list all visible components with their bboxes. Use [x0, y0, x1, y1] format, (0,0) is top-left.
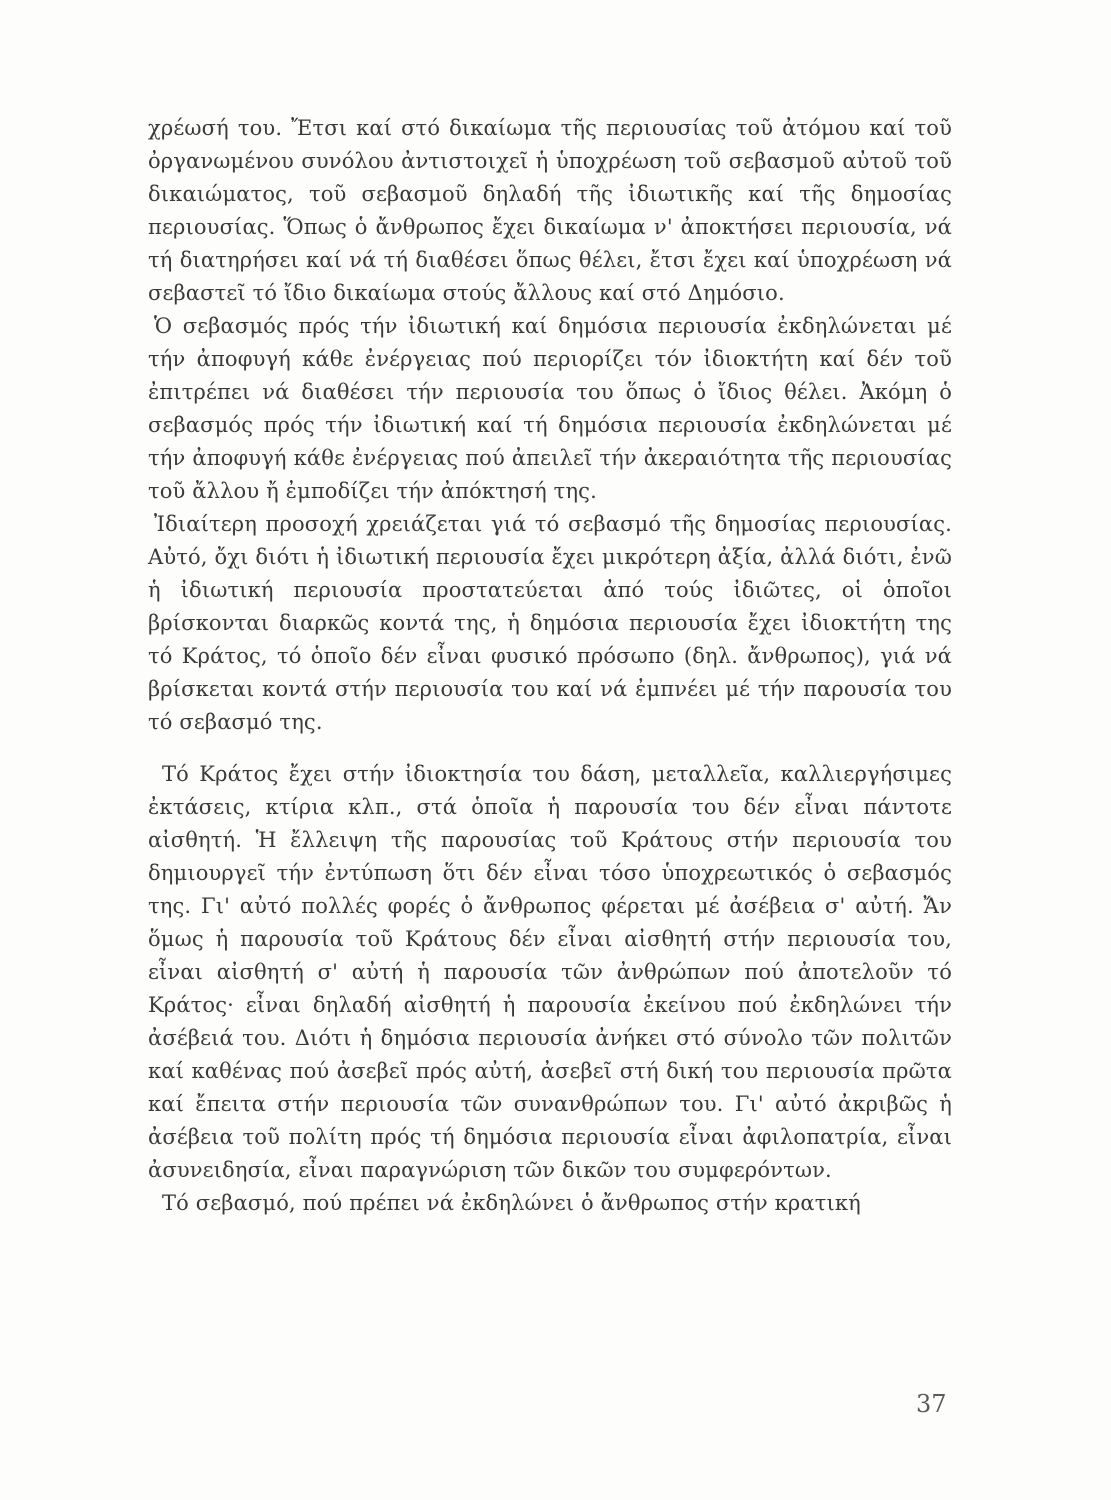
paragraph-1: χρέωσή του. Ἔτσι καί στό δικαίωμα τῆς περιουσίας τοῦ ἀτόμου καί τοῦ ὀργανωμένου συνόλου ἀντιστοιχεῖ ἡ ὑποχρέωση τοῦ σεβασμοῦ αὐτοῦ τοῦ δικαιώματος, τοῦ σεβασμοῦ δηλαδή τῆς ἰδιωτικῆς καί τῆς δημοσίας περιουσίας. Ὅπως ὁ ἄνθρωπος ἔχει δικαίωμα ν' ἀποκτήσει περιουσία, νά τή διατηρήσει καί νά τή διαθέσει ὅπως θέλει, ἔτσι ἔχει καί ὑποχρέωση νά σεβαστεῖ τό ἴδιο δικαίωμα στούς ἄλλους καί στό Δημόσιο. [148, 116, 952, 305]
paragraph-5: Τό σεβασμό, πού πρέπει νά ἐκδηλώνει ὁ ἄνθρωπος στήν κρατική [162, 1191, 861, 1215]
paragraph-2: Ὁ σεβασμός πρός τήν ἰδιωτική καί δημόσια περιουσία ἐκδηλώνεται μέ τήν ἀποφυγή κάθε ἐνέργειας πού περιορίζει τόν ἰδιοκτήτη καί δέν τοῦ ἐπιτρέπει νά διαθέσει τήν περιουσία του ὅπως ὁ ἴδιος θέλει. Ἀκόμη ὁ σεβασμός πρός τήν ἰδιωτική καί τή δημόσια περιουσία ἐκδηλώνεται μέ τήν ἀποφυγή κάθε ἐνέργειας πού ἀπειλεῖ τήν ἀκεραιότητα τῆς περιουσίας τοῦ ἄλλου ἤ ἐμποδίζει τήν ἀπόκτησή της. [148, 314, 952, 503]
page-number: 37 [916, 1390, 947, 1418]
paragraph-3: Ἰδιαίτερη προσοχή χρειάζεται γιά τό σεβασμό τῆς δημοσίας περιουσίας. Αὐτό, ὄχι διότι ἡ ἰδιωτική περιουσία ἔχει μικρότερη ἀξία, ἀλλά διότι, ἐνῶ ἡ ἰδιωτική περιουσία προστατεύεται ἀπό τούς ἰδιῶτες, οἱ ὁποῖοι βρίσκονται διαρκῶς κοντά της, ἡ δημόσια περιουσία ἔχει ἰδιοκτήτη της τό Κράτος, τό ὁποῖο δέν εἶναι φυσικό πρόσωπο (δηλ. ἄνθρωπος), γιά νά βρίσκεται κοντά στήν περιουσία του καί νά ἐμπνέει μέ τήν παρουσία του τό σεβασμό της. [148, 512, 952, 734]
paragraph-4: Τό Κράτος ἔχει στήν ἰδιοκτησία του δάση, μεταλλεῖα, καλλιεργήσιμες ἐκτάσεις, κτίρια κλπ., στά ὁποῖα ἡ παρουσία του δέν εἶναι πάντοτε αἰσθητή. Ἡ ἔλλειψη τῆς παρουσίας τοῦ Κράτους στήν περιουσία του δημιουργεῖ τήν ἐντύπωση ὅτι δέν εἶναι τόσο ὑποχρεωτικός ὁ σεβασμός της. Γι' αὐτό πολλές φορές ὁ ἄνθρωπος φέρεται μέ ἀσέβεια σ' αὐτή. Ἄν ὅμως ἡ παρουσία τοῦ Κράτους δέν εἶναι αἰσθητή στήν περιουσία του, εἶναι αἰσθητή σ' αὐτή ἡ παρουσία τῶν ἀνθρώπων πού ἀποτελοῦν τό Κράτος· εἶναι δηλαδή αἰσθητή ἡ παρουσία ἐκείνου πού ἐκδηλώνει τήν ἀσέβειά του. Διότι ἡ δημόσια περιουσία ἀνήκει στό σύνολο τῶν πολιτῶν καί καθένας πού ἀσεβεῖ πρός αὐτή, ἀσεβεῖ στή δική του περιουσία πρῶτα καί ἔπειτα στήν περιουσία τῶν συνανθρώπων του. Γι' αὐτό ἀκριβῶς ἡ ἀσέβεια τοῦ πολίτη πρός τή δημόσια περιουσία εἶναι ἀφιλοπατρία, εἶναι ἀσυνειδησία, εἶναι παραγνώριση τῶν δικῶν του συμφερόντων. [148, 762, 952, 1182]
body-text [148, 112, 952, 1220]
